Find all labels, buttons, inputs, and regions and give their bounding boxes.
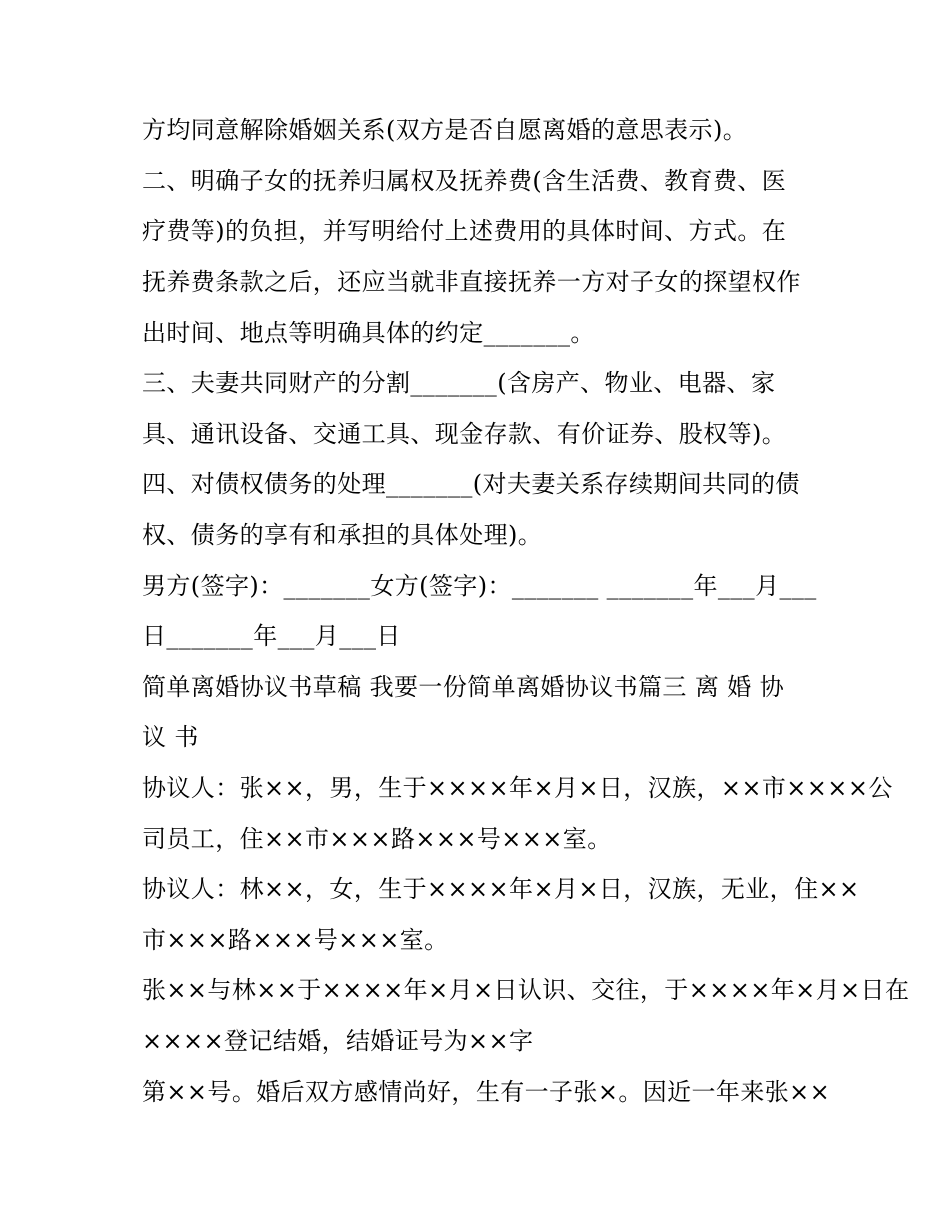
text-line: 第××号。婚后双方感情尚好，生有一子张×。因近一年来张×× [142,1078,831,1106]
text-line: 出时间、地点等明确具体的约定_______。 [142,319,595,347]
text-line: 抚养费条款之后，还应当就非直接抚养一方对子女的探望权作 [142,268,801,296]
text-line: 三、夫妻共同财产的分割_______(含房产、物业、电器、家 [142,369,776,397]
text-line: 方均同意解除婚姻关系(双方是否自愿离婚的意思表示)。 [142,116,748,144]
date-line: 日_______年___月___日 [142,622,401,650]
text-line: 权、债务的享有和承担的具体处理)。 [142,521,543,549]
text-line: 司员工，住××市×××路×××号×××室。 [142,825,612,853]
text-line: 张××与林××于××××年×月×日认识、交往，于××××年×月×日在 [142,976,910,1004]
text-line: 二、明确子女的抚养归属权及抚养费(含生活费、教育费、医 [142,167,787,195]
text-line: 四、对债权债务的处理_______(对夫妻关系存续期间共同的债 [142,470,800,498]
section-heading: 简单离婚协议书草稿 我要一份简单离婚协议书篇三 离 婚 协 [142,673,785,701]
text-line: 协议人：林××，女，生于××××年×月×日，汉族，无业，住×× [142,875,860,903]
text-line: 市×××路×××号×××室。 [142,926,449,954]
text-line: 疗费等)的负担，并写明给付上述费用的具体时间、方式。在 [142,217,787,245]
section-heading: 议 书 [142,723,199,751]
text-line: 具、通讯设备、交通工具、现金存款、有价证券、股权等)。 [142,420,787,448]
text-line: 协议人：张××，男，生于××××年×月×日，汉族，××市××××公 [142,774,893,802]
text-line: ××××登记结婚，结婚证号为××字 [142,1027,534,1055]
signature-line: 男方(签字)：_______女方(签字)：_______ _______年___月___ [142,572,817,600]
